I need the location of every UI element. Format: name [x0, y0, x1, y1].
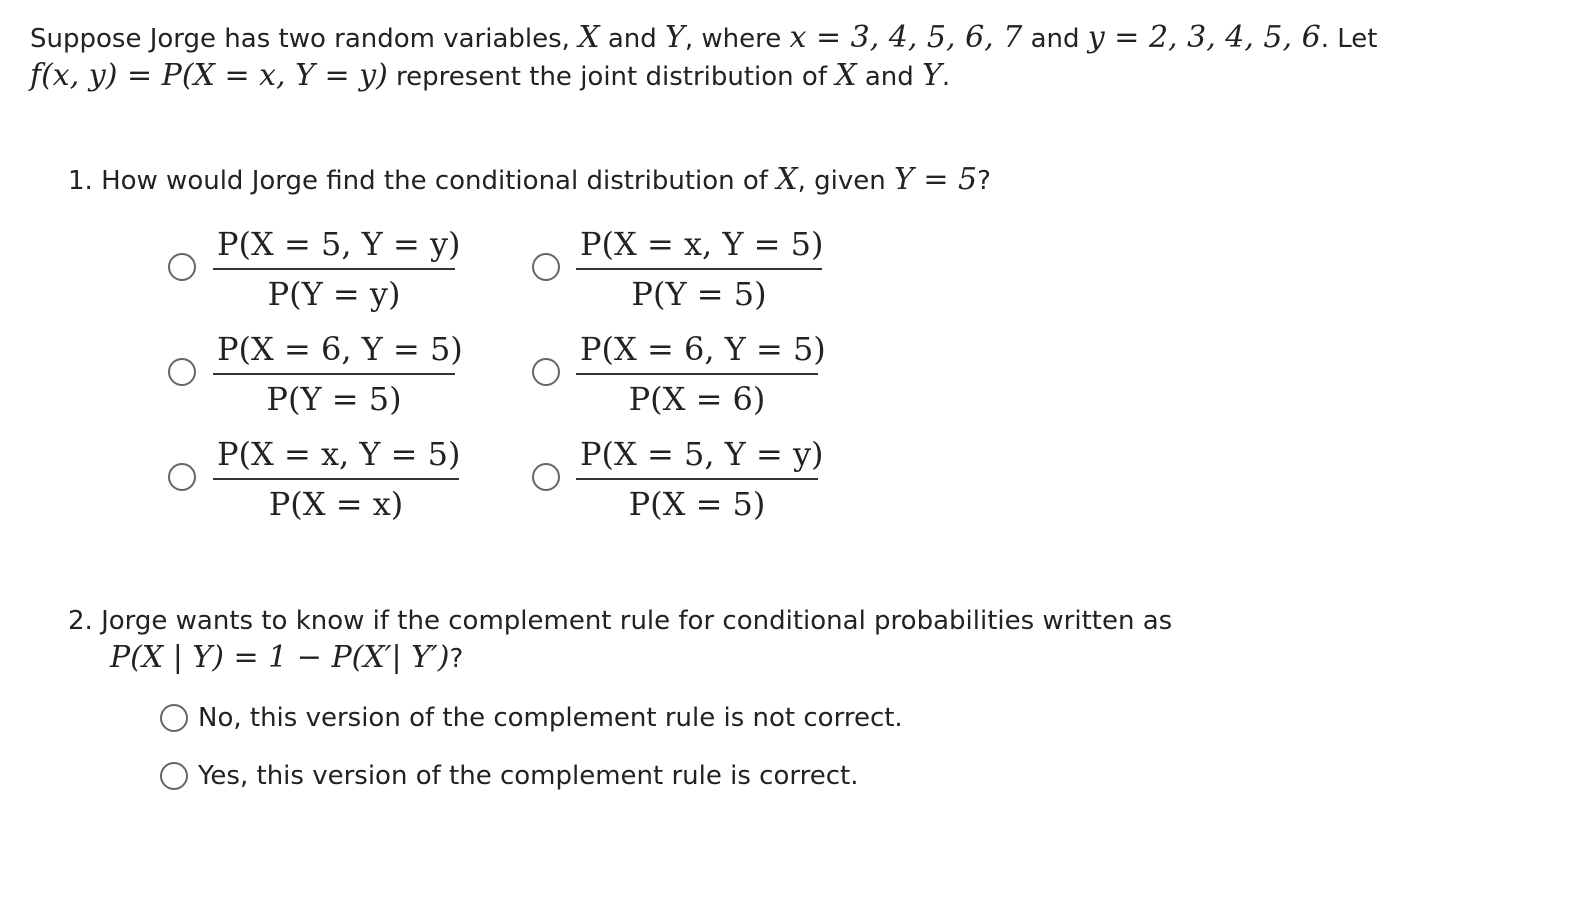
denominator: P(X = x)	[268, 485, 404, 523]
denominator: P(X = 5)	[628, 485, 766, 523]
x-values: x = 3, 4, 5, 6, 7	[789, 20, 1023, 55]
intro-text: and	[599, 24, 666, 54]
q1-option-1-fraction	[213, 222, 461, 316]
intro-text: represent the joint distribution of	[387, 62, 836, 92]
q1-option-4-radio[interactable]	[532, 358, 560, 386]
q1-option-3-fraction	[213, 327, 463, 421]
q1-option-5-fraction	[213, 432, 459, 526]
numerator: P(X = 6, Y = 5)	[580, 330, 826, 368]
numerator: P(X = x, Y = 5)	[217, 435, 461, 473]
var-y: Y	[665, 20, 685, 55]
fraction-bar	[576, 268, 822, 270]
q1-option-2-radio[interactable]	[532, 253, 560, 281]
q1-option-3-radio[interactable]	[168, 358, 196, 386]
q1-option-1-radio[interactable]	[168, 253, 196, 281]
question-text: 2. Jorge wants to know if the complement rule for conditional probabilities written as	[68, 606, 1173, 636]
numerator: P(X = 6, Y = 5)	[217, 330, 463, 368]
joint-distribution-formula: f(x, y) = P(X = x, Y = y)	[30, 58, 388, 93]
intro-line-1	[30, 20, 1377, 57]
denominator: P(Y = 5)	[631, 275, 767, 313]
var-x: X	[776, 162, 798, 197]
denominator: P(Y = y)	[267, 275, 401, 313]
question-text: , given	[797, 166, 894, 196]
q1-option-2-fraction	[576, 222, 822, 316]
intro-text: , where	[684, 24, 790, 54]
denominator: P(Y = 5)	[266, 380, 402, 418]
question-text: ?	[977, 166, 991, 196]
numerator: P(X = x, Y = 5)	[580, 225, 824, 263]
q2-option-yes-label[interactable]: Yes, this version of the complement rule is correct.	[198, 761, 859, 791]
intro-text: and	[856, 62, 923, 92]
denominator: P(X = 6)	[628, 380, 766, 418]
given-condition: Y = 5	[893, 162, 978, 197]
var-y: Y	[922, 58, 942, 93]
q1-option-6-fraction	[576, 432, 824, 526]
question-2-formula-line	[110, 640, 463, 677]
fraction-bar	[213, 268, 455, 270]
intro-text: and	[1022, 24, 1088, 54]
fraction-bar	[213, 478, 459, 480]
q2-option-yes-radio[interactable]	[160, 762, 188, 790]
intro-text: .	[941, 62, 951, 92]
fraction-bar	[576, 478, 818, 480]
y-values: y = 2, 3, 4, 5, 6	[1087, 20, 1321, 55]
intro-text: Suppose Jorge has two random variables,	[30, 24, 579, 54]
q1-option-5-radio[interactable]	[168, 463, 196, 491]
numerator: P(X = 5, Y = y)	[580, 435, 824, 473]
question-text: 1. How would Jorge find the conditional distribution of	[68, 166, 777, 196]
question-2-prompt	[68, 603, 1172, 639]
q1-option-6-radio[interactable]	[532, 463, 560, 491]
var-x: X	[835, 58, 857, 93]
question-1-prompt	[68, 162, 991, 199]
fraction-bar	[576, 373, 818, 375]
intro-text: . Let	[1320, 24, 1378, 54]
question-text: ?	[449, 644, 464, 674]
var-x: X	[578, 20, 600, 55]
intro-line-2	[30, 58, 950, 95]
q1-option-4-fraction	[576, 327, 826, 421]
numerator: P(X = 5, Y = y)	[217, 225, 461, 263]
q2-option-no-label[interactable]: No, this version of the complement rule is not correct.	[198, 703, 903, 733]
q2-option-no-radio[interactable]	[160, 704, 188, 732]
fraction-bar	[213, 373, 455, 375]
complement-rule-formula: P(X | Y) = 1 − P(X′| Y′)	[110, 640, 450, 675]
